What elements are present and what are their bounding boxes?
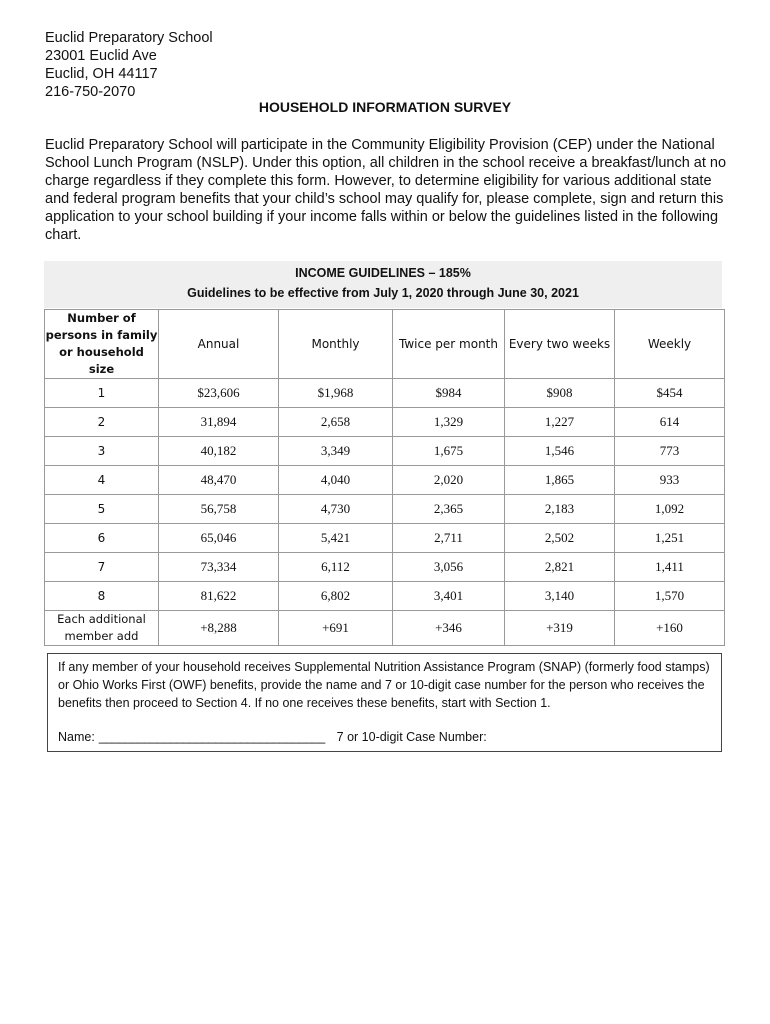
annual-cell: 40,182 [159,437,279,466]
twice-per-month-cell: 1,329 [393,408,505,437]
weekly-cell: 1,251 [615,524,725,553]
table-row [45,466,725,495]
weekly-cell: 773 [615,437,725,466]
snap-instructions: If any member of your household receives Supplemental Nutrition Assistance Program (SNAP) (formerly food stamps) or Ohio Works First (OWF) benefits, provide the name and 7 or 10-digit case number for the person who receives the benefits then proceed to Section 4. If no one receives these benefits, start with Section 1. [58,660,710,710]
annual-cell: 31,894 [159,408,279,437]
column-header-household-size: Number of persons in family or household size [45,310,159,379]
table-row [45,379,725,408]
twice-per-month-cell: 1,675 [393,437,505,466]
annual-cell: 56,758 [159,495,279,524]
twice-per-month-cell: 3,401 [393,582,505,611]
twice-per-month-cell: 2,365 [393,495,505,524]
column-header-monthly: Monthly [279,310,393,379]
income-guidelines-table [44,309,725,646]
household-size-cell: 5 [45,495,159,524]
table-row [45,437,725,466]
table-row [45,495,725,524]
household-size-cell: 6 [45,524,159,553]
monthly-cell: 5,421 [279,524,393,553]
monthly-cell: $1,968 [279,379,393,408]
income-guidelines-heading: INCOME GUIDELINES – 185% [295,266,471,280]
monthly-cell: 2,658 [279,408,393,437]
table-row-additional-member [45,611,725,646]
twice-per-month-cell: +346 [393,611,505,646]
annual-cell: 73,334 [159,553,279,582]
household-size-cell: 7 [45,553,159,582]
weekly-cell: 933 [615,466,725,495]
monthly-cell: 4,730 [279,495,393,524]
school-street: 23001 Euclid Ave [45,48,157,64]
annual-cell: 81,622 [159,582,279,611]
school-phone: 216-750-2070 [45,84,136,100]
every-two-weeks-cell: 1,546 [505,437,615,466]
household-size-cell: Each additional member add [45,611,159,646]
household-size-cell: 4 [45,466,159,495]
snap-fields [58,730,711,744]
income-guidelines-subheading: Guidelines to be effective from July 1, 2020 through June 30, 2021 [187,286,579,300]
monthly-cell: +691 [279,611,393,646]
every-two-weeks-cell: +319 [505,611,615,646]
monthly-cell: 6,112 [279,553,393,582]
weekly-cell: +160 [615,611,725,646]
every-two-weeks-cell: 1,227 [505,408,615,437]
column-header-weekly: Weekly [615,310,725,379]
annual-cell: 48,470 [159,466,279,495]
every-two-weeks-cell: $908 [505,379,615,408]
name-label: Name: [58,730,95,744]
column-header-annual: Annual [159,310,279,379]
column-header-twice-per-month: Twice per month [393,310,505,379]
school-address [45,29,213,101]
every-two-weeks-cell: 3,140 [505,582,615,611]
monthly-cell: 4,040 [279,466,393,495]
page-title: HOUSEHOLD INFORMATION SURVEY [258,99,512,115]
monthly-cell: 6,802 [279,582,393,611]
monthly-cell: 3,349 [279,437,393,466]
table-header-row [45,310,725,379]
household-size-cell: 8 [45,582,159,611]
name-field[interactable]: ___________________________________ [98,730,325,744]
table-row [45,524,725,553]
snap-section-box [47,653,722,752]
column-header-every-two-weeks: Every two weeks [505,310,615,379]
household-size-cell: 2 [45,408,159,437]
school-city: Euclid, OH 44117 [45,66,158,82]
income-guidelines-header [44,261,722,308]
annual-cell: $23,606 [159,379,279,408]
weekly-cell: 1,411 [615,553,725,582]
school-name: Euclid Preparatory School [45,30,213,46]
every-two-weeks-cell: 2,821 [505,553,615,582]
every-two-weeks-cell: 2,502 [505,524,615,553]
twice-per-month-cell: 2,020 [393,466,505,495]
household-size-cell: 1 [45,379,159,408]
weekly-cell: 1,092 [615,495,725,524]
weekly-cell: 1,570 [615,582,725,611]
table-row [45,408,725,437]
annual-cell: 65,046 [159,524,279,553]
every-two-weeks-cell: 1,865 [505,466,615,495]
annual-cell: +8,288 [159,611,279,646]
weekly-cell: $454 [615,379,725,408]
weekly-cell: 614 [615,408,725,437]
intro-paragraph: Euclid Preparatory School will participate in the Community Eligibility Provision (CEP) under the National School Lunch Program (NSLP). Under this option, all children in the school receive a breakfast/lunch at no charge regardless if they complete this form. However, to determine eligibility for various additional state and federal program benefits that your child’s school may qualify for, please complete, sign and return this application to your school building if your income falls within or below the guidelines listed in the following chart. [45,137,727,243]
table-row [45,553,725,582]
case-number-label: 7 or 10-digit Case Number: [336,730,487,744]
household-size-cell: 3 [45,437,159,466]
twice-per-month-cell: $984 [393,379,505,408]
twice-per-month-cell: 2,711 [393,524,505,553]
every-two-weeks-cell: 2,183 [505,495,615,524]
twice-per-month-cell: 3,056 [393,553,505,582]
table-row [45,582,725,611]
